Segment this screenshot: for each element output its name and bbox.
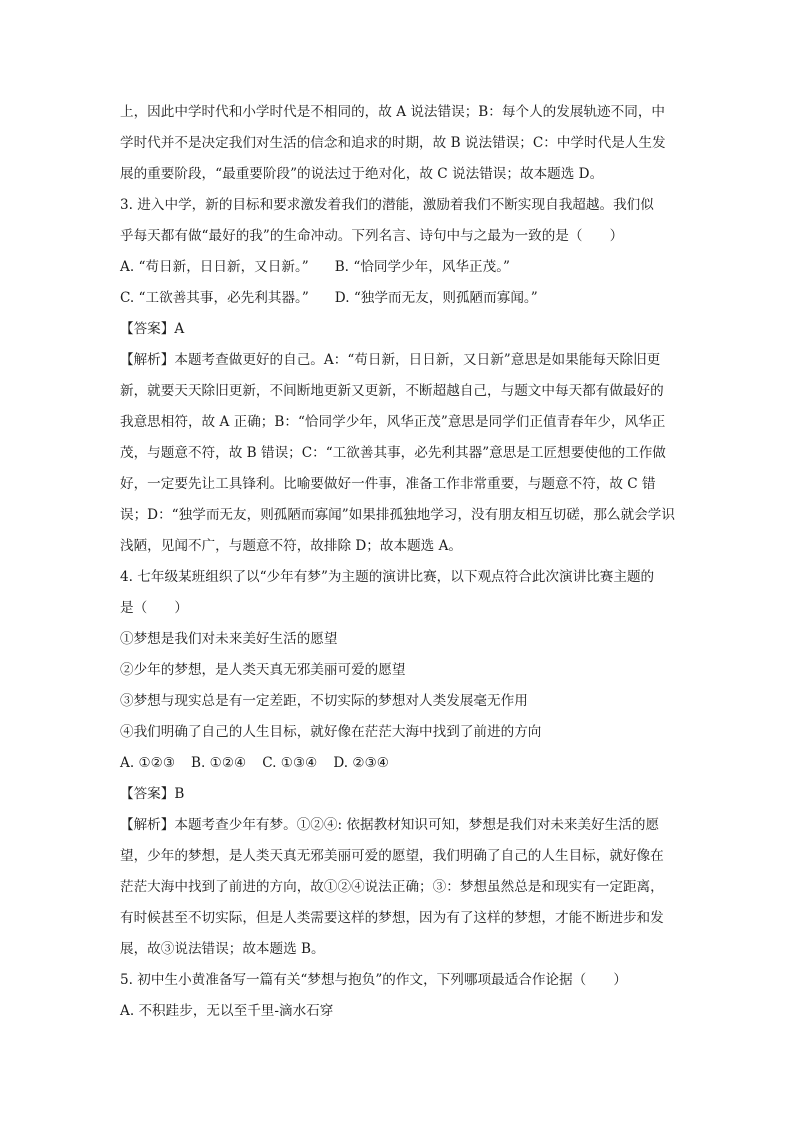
continuation-line: 学时代并不是决定我们对生活的信念和追求的时期，故 B 说法错误；C：中学时代是人生发 xyxy=(120,135,666,151)
q3-option-d: D. “独学而无友，则孤陋而寡闻。” xyxy=(334,290,538,306)
q3-analysis: 我意思相符，故 A 正确；B：“恰同学少年，风华正茂”意思是同学们正值青春年少，风华正 xyxy=(120,414,666,430)
q4-stem: 是（ ） xyxy=(120,600,188,616)
q4-option-a: A. ①②③ xyxy=(120,755,176,771)
q3-stem: 乎每天都有做“最好的我”的生命冲动。下列名言、诗句中与之最为一致的是（ ） xyxy=(120,228,624,244)
q4-item: ①梦想是我们对未来美好生活的愿望 xyxy=(120,631,338,647)
q3-option-a: A. “苟日新，日日新，又日新。” xyxy=(120,259,309,275)
q4-analysis: 有时候甚至不切实际，但是人类需要这样的梦想，因为有了这样的梦想，才能不断进步和发 xyxy=(120,910,664,926)
q5-option-a: A. 不积跬步，无以至千里-滴水石穿 xyxy=(120,1003,334,1019)
q4-item: ③梦想与现实总是有一定差距，不切实际的梦想对人类发展毫无作用 xyxy=(120,693,528,709)
q3-analysis: 【解析】本题考查做更好的自己。A：“苟日新，日日新，又日新”意思是如果能每天除旧更 xyxy=(120,352,661,368)
q3-stem: 3. 进入中学，新的目标和要求激发着我们的潜能，激励着我们不断实现自我超越。我们似 xyxy=(120,197,654,213)
q3-analysis: 浅陋，见闻不广，与题意不符，故排除 D；故本题选 A。 xyxy=(120,538,463,554)
q3-option-c: C. “工欲善其事，必先利其器。” xyxy=(120,290,309,306)
q4-analysis: 茫茫大海中找到了前进的方向，故①②④说法正确；③：梦想虽然总是和现实有一定距离， xyxy=(120,879,664,895)
q3-answer: 【答案】A xyxy=(120,321,185,337)
q3-analysis: 好，一定要先让工具锋利。比喻要做好一件事，准备工作非常重要，与题意不符，故 C 错 xyxy=(120,476,656,492)
q4-option-d: D. ②③④ xyxy=(333,755,389,771)
q4-analysis: 望，少年的梦想，是人类天真无邪美丽可爱的愿望，我们明确了自己的人生目标，就好像在 xyxy=(120,848,664,864)
q4-options xyxy=(120,748,682,779)
q3-analysis: 误；D：“独学而无友，则孤陋而寡闻”如果排孤独地学习，没有朋友相互切磋，那么就会学识 xyxy=(120,507,675,523)
q4-item: ②少年的梦想，是人类天真无邪美丽可爱的愿望 xyxy=(120,662,406,678)
continuation-line: 上，因此中学时代和小学时代是不相同的，故 A 说法错误；B：每个人的发展轨迹不同，中 xyxy=(120,104,666,120)
q4-stem: 4. 七年级某班组织了以“少年有梦”为主题的演讲比赛，以下观点符合此次演讲比赛主题的 xyxy=(120,569,655,585)
q3-options-ab xyxy=(120,252,682,283)
q3-options-cd xyxy=(120,283,682,314)
q4-analysis: 【解析】本题考查少年有梦。①②④: 依据教材知识可知，梦想是我们对未来美好生活的愿 xyxy=(120,817,660,833)
q4-analysis: 展，故③说法错误；故本题选 B。 xyxy=(120,941,325,957)
q4-item: ④我们明确了自己的人生目标，就好像在茫茫大海中找到了前进的方向 xyxy=(120,724,542,740)
q4-option-b: B. ①②④ xyxy=(191,755,247,771)
q4-option-c: C. ①③④ xyxy=(262,755,318,771)
q3-option-b: B. “恰同学少年，风华正茂。” xyxy=(334,259,510,275)
continuation-line: 展的重要阶段，“最重要阶段”的说法过于绝对化，故 C 说法错误；故本题选 D。 xyxy=(120,166,604,182)
q3-analysis: 新，就要天天除旧更新，不间断地更新又更新，不断超越自己，与题文中每天都有做最好的 xyxy=(120,383,664,399)
q3-analysis: 茂，与题意不符，故 B 错误；C：“工欲善其事，必先利其器”意思是工匠想要使他的工作做 xyxy=(120,445,666,461)
q4-answer: 【答案】B xyxy=(120,786,185,802)
document-page xyxy=(120,97,682,1027)
q5-stem: 5. 初中生小黄准备写一篇有关“梦想与抱负”的作文，下列哪项最适合作论据（ ） xyxy=(120,972,627,988)
